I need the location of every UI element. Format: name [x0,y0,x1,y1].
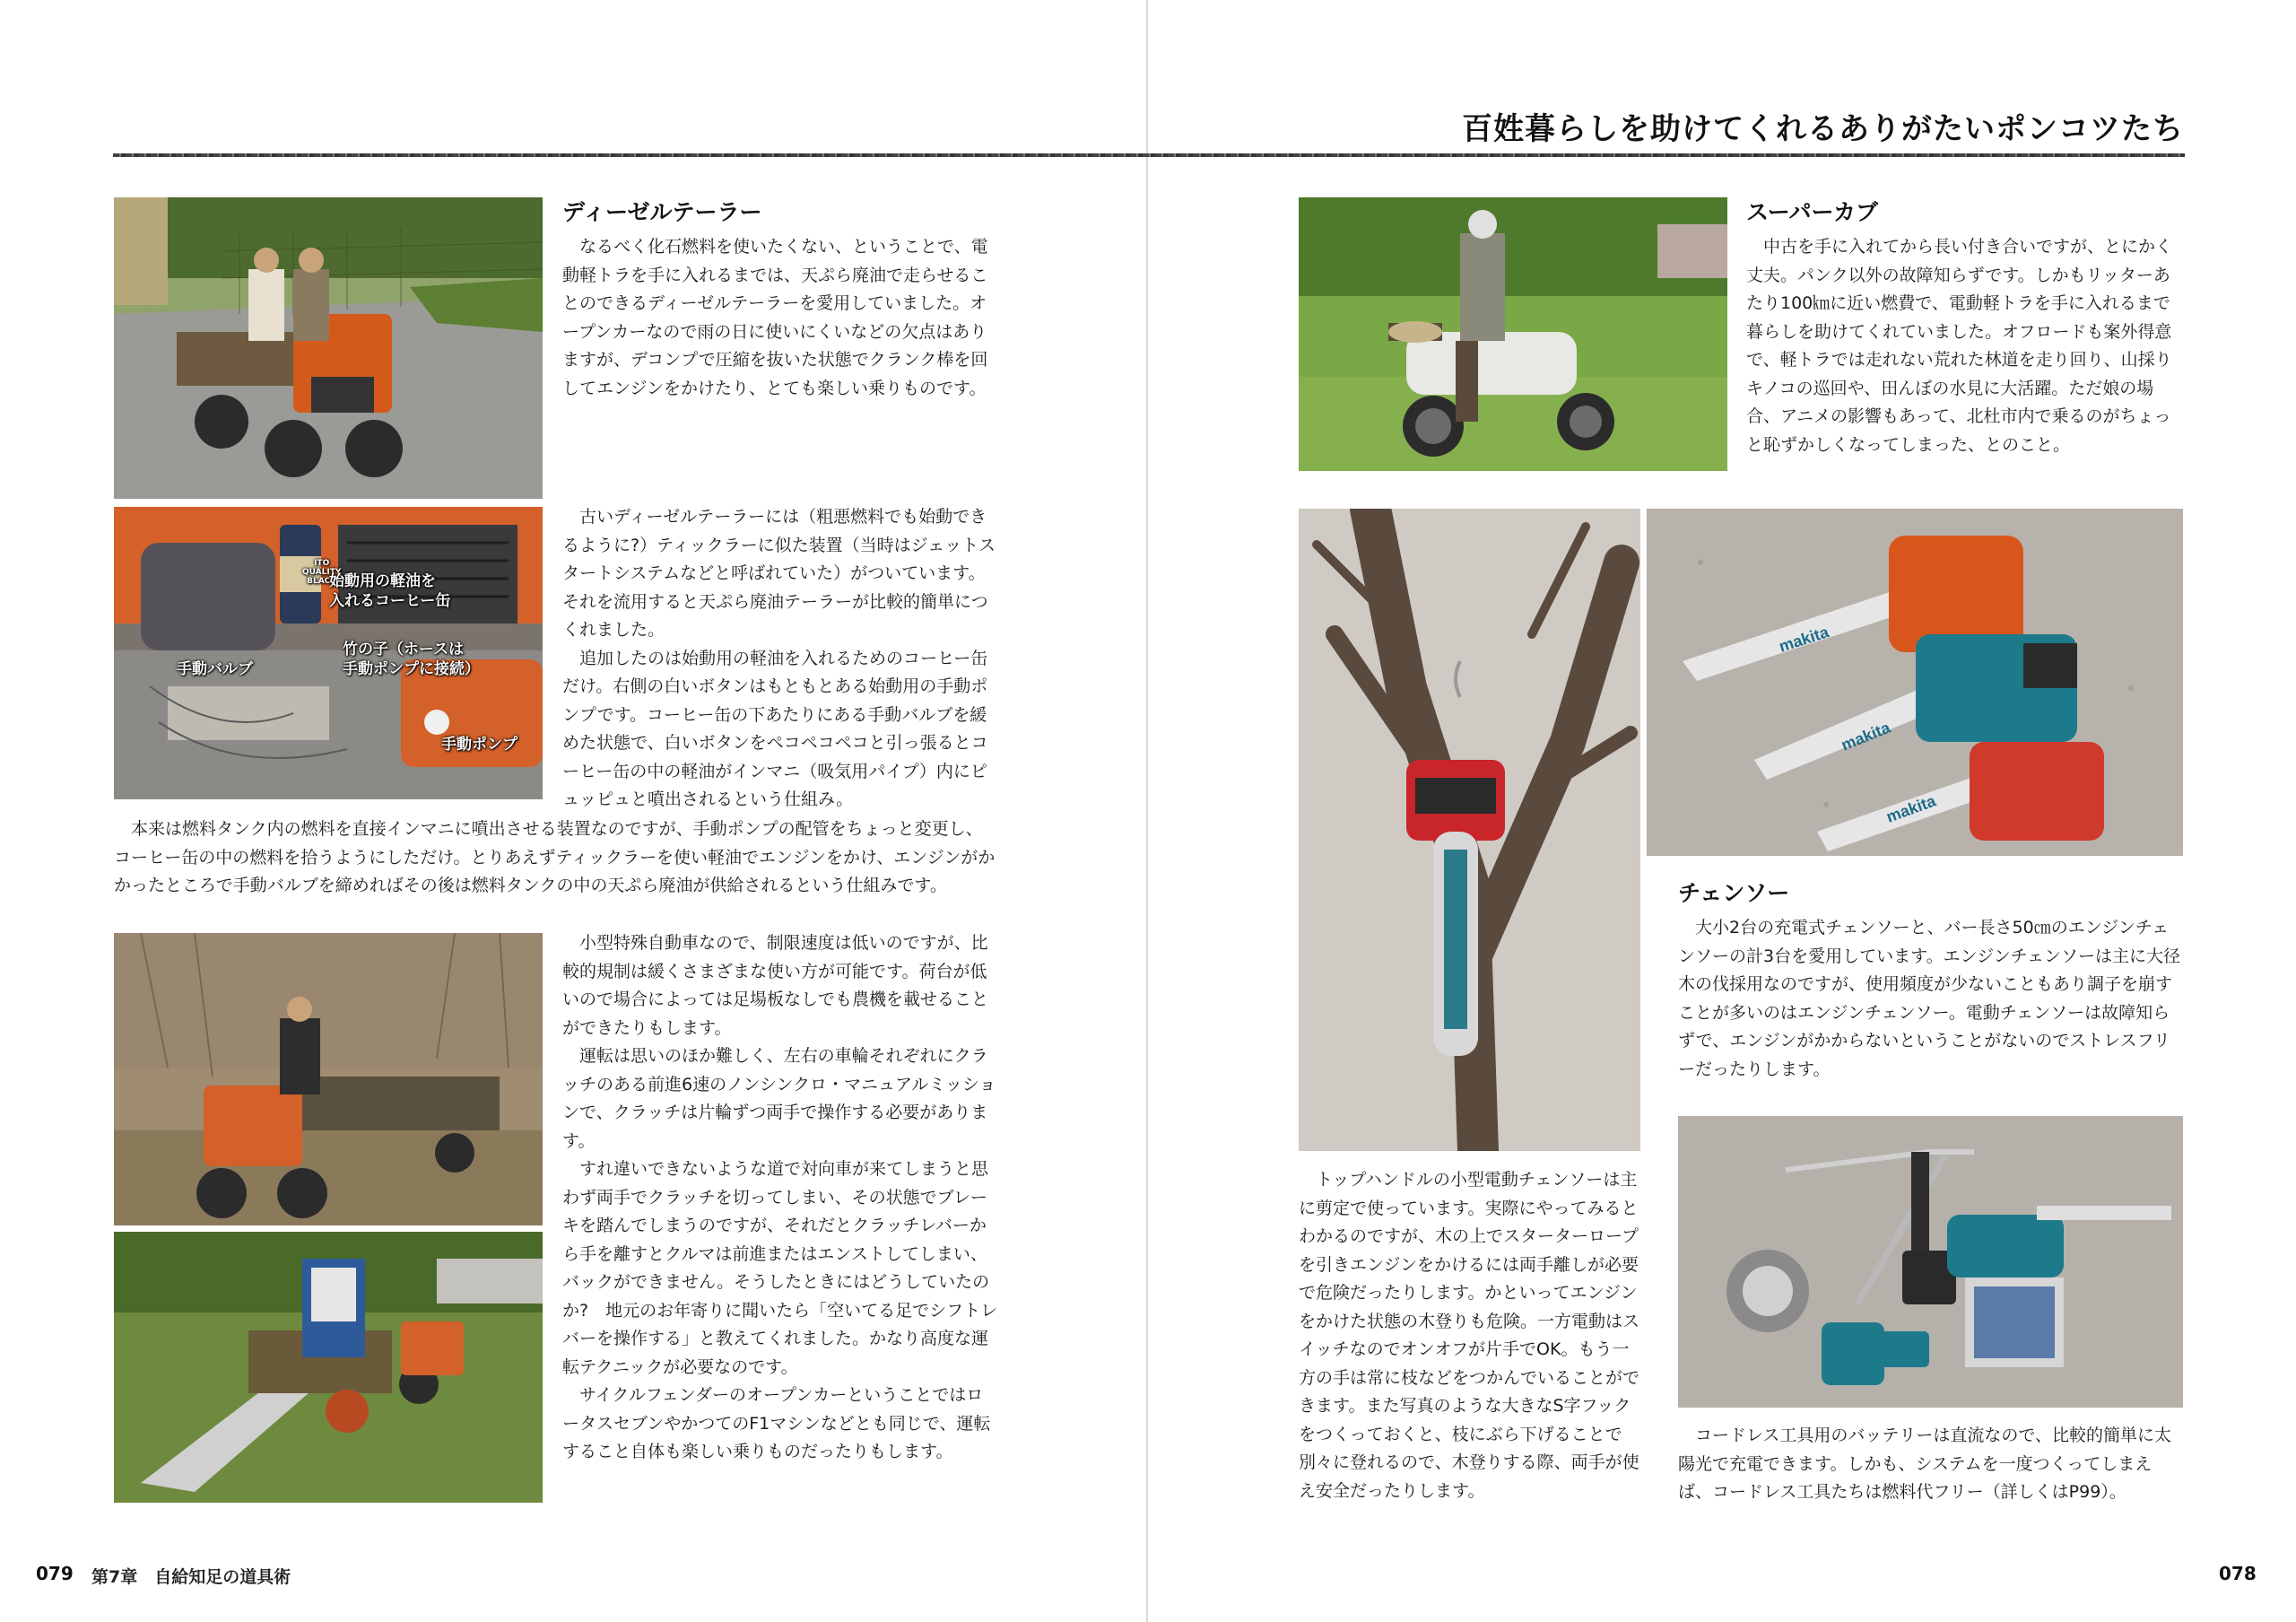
photo-loading-ramps [114,1232,543,1503]
page-gutter [1146,0,1148,1622]
driving-paragraph-1: 小型特殊自動車なので、制限速度は低いのですが、比較的規制は緩くさまざまな使い方が可能です。荷台が低いので場合によっては足場板なしでも農機を載せることができたりもします。 [562,933,989,1038]
supercub-text [1746,233,2186,459]
label-manual-pump: 手動ポンプ [441,736,517,754]
page-number-left: 079 [36,1563,74,1584]
diesel-engine-fulltext [114,815,998,901]
photo-driving-tiller [114,933,543,1225]
chainsaw-text [1678,914,2186,1084]
brand-mark-3: makita [1883,791,1938,826]
engine-paragraph-1: 古いディーゼルテーラーには（粗悪燃料でも始動できるように?）ティックラーに似た装置（当時はジェットスタートシステムなどと呼ばれていた）がついています。それを流用すると天ぷら廃油テーラーが比較的簡単につくれました。 [562,507,996,640]
photo-three-chainsaws [1647,509,2183,856]
heading-supercub: スーパーカブ [1746,199,1879,225]
photo-chainsaw-in-tree [1299,509,1640,1151]
cordless-paragraph: コードレス工具用のバッテリーは直流なので、比較的簡単に太陽光で充電できます。しかも、システムを一度つくってしまえば、コードレス工具たちは燃料代フリー（詳しくはP99）。 [1678,1426,2172,1502]
driving-text [562,929,998,1467]
supercub-paragraph: 中古を手に入れてから長い付き合いですが、とにかく丈夫。パンク以外の故障知らずです。しかもリッターあたり100㎞に近い燃費で、電動軽トラを手に入れるまで暮らしを助けてくれていました。オフロードも案外得意で、軽トラでは走れない荒れた林道を走り回り、山採りキノコの巡回や、田んぼの水見に大活躍。ただ娘の場合、アニメの影響もあって、北杜市内で乗るのがちょっと恥ずかしくなってしまった、とのこと。 [1746,237,2173,455]
photo-supercub [1299,197,1727,471]
driving-paragraph-2: 運転は思いのほか難しく、左右の車輪それぞれにクラッチのある前進6速のノンシンクロ・マニュアルミッションで、クラッチは片輪ずつ両手で操作する必要があります。 [562,1046,996,1151]
diesel-intro-paragraph: なるべく化石燃料を使いたくない、ということで、電動軽トラを手に入れるまでは、天ぷら廃油で走らせることのできるディーゼルテーラーを愛用していました。オープンカーなので雨の日に使いにくいなどの欠点はありますが、デコンプで圧縮を抜いた状態でクランク棒を回してエンジンをかけたり、とても楽しい乗りものです。 [562,237,988,398]
coffee-can-print: ITO QUALITY BLACK [302,559,342,586]
header-rule [113,153,2185,157]
chainsaw-paragraph: 大小2台の充電式チェンソーと、バー長さ50㎝のエンジンチェンソーの計3台を愛用しています。エンジンチェンソーは主に大径木の伐採用なのですが、使用頻度が少ないこともあり調子を崩すことが多いのはエンジンチェンソー。電動チェンソーは故障知らずで、エンジンがかからないということがないのでストレスフリーだったりします。 [1678,918,2181,1079]
photo-diesel-tiller-riders [114,197,543,499]
page-number-right: 078 [2219,1563,2257,1584]
diesel-engine-text [562,503,998,815]
chapter-label: 第7章 自給知足の道具術 [91,1567,291,1587]
photo-cordless-tools [1678,1116,2183,1408]
driving-paragraph-3: すれ違いできないような道で対向車が来てしまうと思わず両手でクラッチを切ってしまい、その状態でブレーキを踏んでしまうのですが、それだとクラッチレバーから手を離すとクルマは前進またはエンストしてしまい、バックができません。そうしたときにはどうしていたのか? 地元のお年寄りに聞いたら「空いてる足でシフトレバーを操作する」と教えてくれました。かなり高度な運転テクニックが必要なのです。 [562,1159,998,1377]
diesel-intro-text [562,233,998,403]
tophandle-paragraph: トップハンドルの小型電動チェンソーは主に剪定で使っています。実際にやってみるとわかるのですが、木の上でスターターロープを引きエンジンをかけるには両手離しが必要で危険だったりします。かといってエンジンをかけた状態の木登りも危険。一方電動はスイッチなのでオンオフが片手でOK。もう一方の手は常に枝などをつかんでいることができます。また写真のような大きなS字フックをつくっておくと、枝にぶら下げることで別々に登れるので、木登りする際、両手が使え安全だったりします。 [1299,1170,1640,1501]
heading-chainsaw: チェンソー [1678,880,1790,906]
heading-diesel-tiller: ディーゼルテーラー [562,199,762,225]
label-manual-valve: 手動バルブ [177,660,253,678]
photo-engine-closeup [114,507,543,799]
spread-title: 百姓暮らしを助けてくれるありがたいポンコツたち [1462,111,2184,147]
brand-mark-1: makita [1777,623,1831,656]
engine-paragraph-2: 追加したのは始動用の軽油を入れるためのコーヒー缶だけ。右側の白いボタンはもともとある始動用の手動ポンプです。コーヒー缶の下あたりにある手動バルブを緩めた状態で、白いボタンをペコペコペコと引っ張るとコーヒー缶の中の軽油がインマニ（吸気用パイプ）内にピュッピュと噴出されるという仕組み。 [562,648,988,809]
label-coffee-can: 始動用の軽油を 入れるコーヒー缶 [329,572,451,610]
label-bamboo-shoot: 竹の子（ホースは 手動ポンプに接続） [343,641,480,678]
driving-paragraph-4: サイクルフェンダーのオープンカーということではロータスセブンやかつてのF1マシンなどとも同じで、運転すること自体も楽しい乗りものだったりもします。 [562,1385,991,1461]
engine-paragraph-3: 本来は燃料タンク内の燃料を直接インマニに噴出させる装置なのですが、手動ポンプの配管をちょっと変更し、コーヒー缶の中の燃料を拾うようにしただけ。とりあえずティックラーを使い軽油でエンジンをかけ、エンジンがかかったところで手動バルブを締めればその後は燃料タンクの中の天ぷら廃油が供給されるという仕組みです。 [114,819,996,895]
tophandle-text [1299,1166,1641,1505]
cordless-text [1678,1422,2186,1507]
brand-mark-2: makita [1839,718,1893,754]
